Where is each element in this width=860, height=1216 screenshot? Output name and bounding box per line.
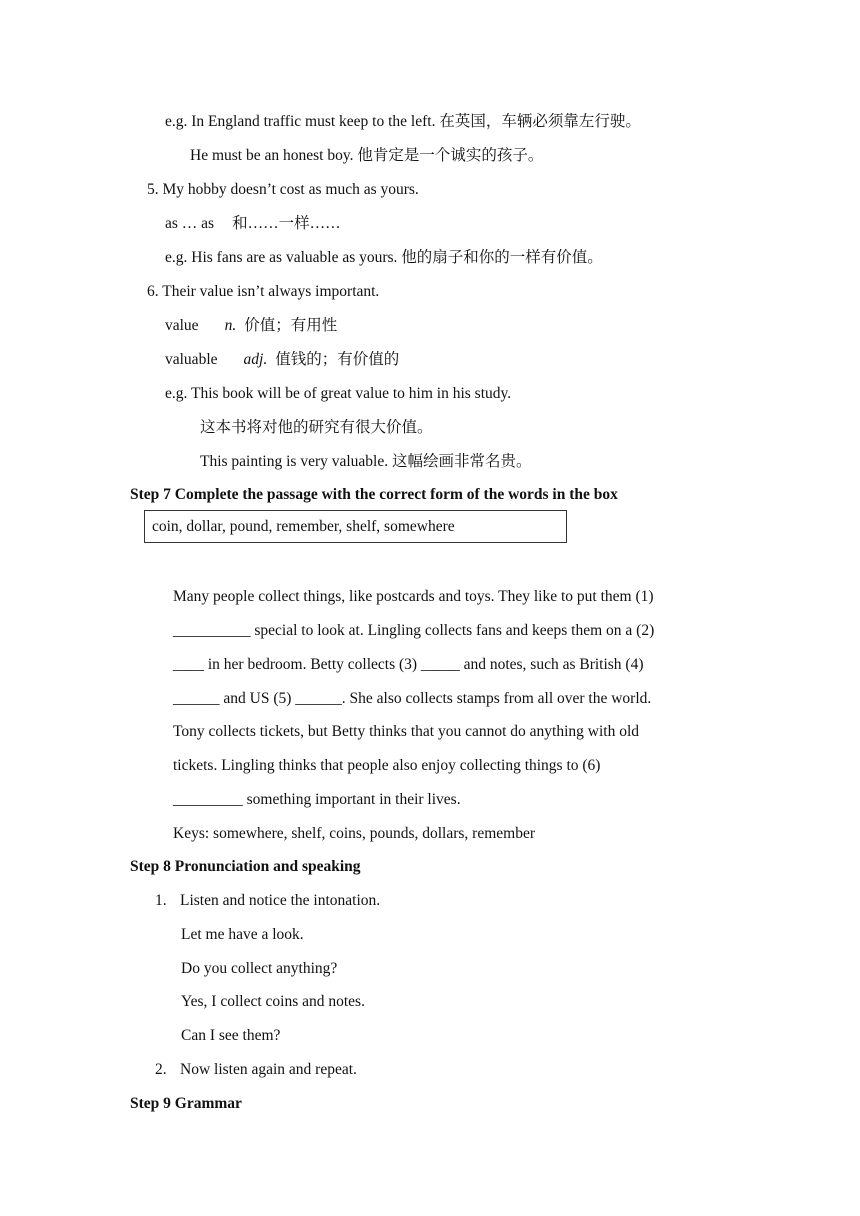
passage-line: tickets. Lingling thinks that people also enjoy collecting things to (6) bbox=[173, 757, 601, 774]
vocab-word: value bbox=[165, 317, 199, 334]
vocab-value bbox=[165, 316, 337, 336]
example-traffic-left: e.g. In England traffic must keep to the left. 在英国，车辆必须靠左行驶。 bbox=[165, 113, 641, 130]
vocab-valuable bbox=[165, 350, 399, 370]
step7-heading: Step 7 Complete the passage with the correct form of the words in the box bbox=[130, 486, 618, 503]
vocab-pos: adj. bbox=[243, 351, 268, 368]
step8-item-1-number: 1. bbox=[155, 892, 167, 909]
example-book-value: e.g. This book will be of great value to him in his study. bbox=[165, 385, 512, 402]
passage-line: _________ something important in their lives. bbox=[173, 791, 461, 808]
passage-line: Many people collect things, like postcards and toys. They like to put them (1) bbox=[173, 588, 654, 605]
passage-line: ____ in her bedroom. Betty collects (3) _____ and notes, such as British (4) bbox=[173, 656, 644, 673]
step8-item-2: Now listen again and repeat. bbox=[180, 1061, 357, 1078]
phrase-as-as bbox=[165, 214, 341, 234]
vocab-meaning: 价值；有用性 bbox=[244, 317, 338, 334]
passage-line: __________ special to look at. Lingling collects fans and keeps them on a (2) bbox=[173, 622, 655, 639]
word-box bbox=[144, 510, 567, 543]
step8-item-1: Listen and notice the intonation. bbox=[180, 892, 381, 909]
example-fans-valuable: e.g. His fans are as valuable as yours. 他的扇子和你的一样有价值。 bbox=[165, 249, 603, 266]
answer-keys: Keys: somewhere, shelf, coins, pounds, dollars, remember bbox=[173, 825, 536, 842]
note-item-6: 6. Their value isn’t always important. bbox=[147, 283, 380, 300]
step8-heading: Step 8 Pronunciation and speaking bbox=[130, 858, 361, 875]
dialogue-line: Do you collect anything? bbox=[181, 960, 338, 977]
step8-item-2-number: 2. bbox=[155, 1061, 167, 1078]
step9-heading: Step 9 Grammar bbox=[130, 1095, 242, 1112]
passage-line: Tony collects tickets, but Betty thinks that you cannot do anything with old bbox=[173, 723, 640, 740]
word-box-words: coin, dollar, pound, remember, shelf, somewhere bbox=[152, 518, 455, 535]
passage-line: ______ and US (5) ______. She also collects stamps from all over the world. bbox=[173, 690, 652, 707]
vocab-word: valuable bbox=[165, 351, 218, 368]
vocab-pos: n. bbox=[224, 317, 237, 334]
phrase-term: as … as bbox=[165, 215, 215, 232]
dialogue-line: Can I see them? bbox=[181, 1027, 281, 1044]
dialogue-line: Let me have a look. bbox=[181, 926, 304, 943]
note-item-5: 5. My hobby doesn’t cost as much as yours. bbox=[147, 181, 419, 198]
phrase-meaning: 和……一样…… bbox=[232, 215, 341, 232]
vocab-meaning: 值钱的；有价值的 bbox=[275, 351, 400, 368]
dialogue-line: Yes, I collect coins and notes. bbox=[181, 993, 365, 1010]
example-painting-valuable: This painting is very valuable. 这幅绘画非常名贵。 bbox=[200, 453, 532, 470]
example-book-value-translation: 这本书将对他的研究有很大价值。 bbox=[200, 419, 433, 436]
example-honest-boy: He must be an honest boy. 他肯定是一个诚实的孩子。 bbox=[190, 147, 544, 164]
